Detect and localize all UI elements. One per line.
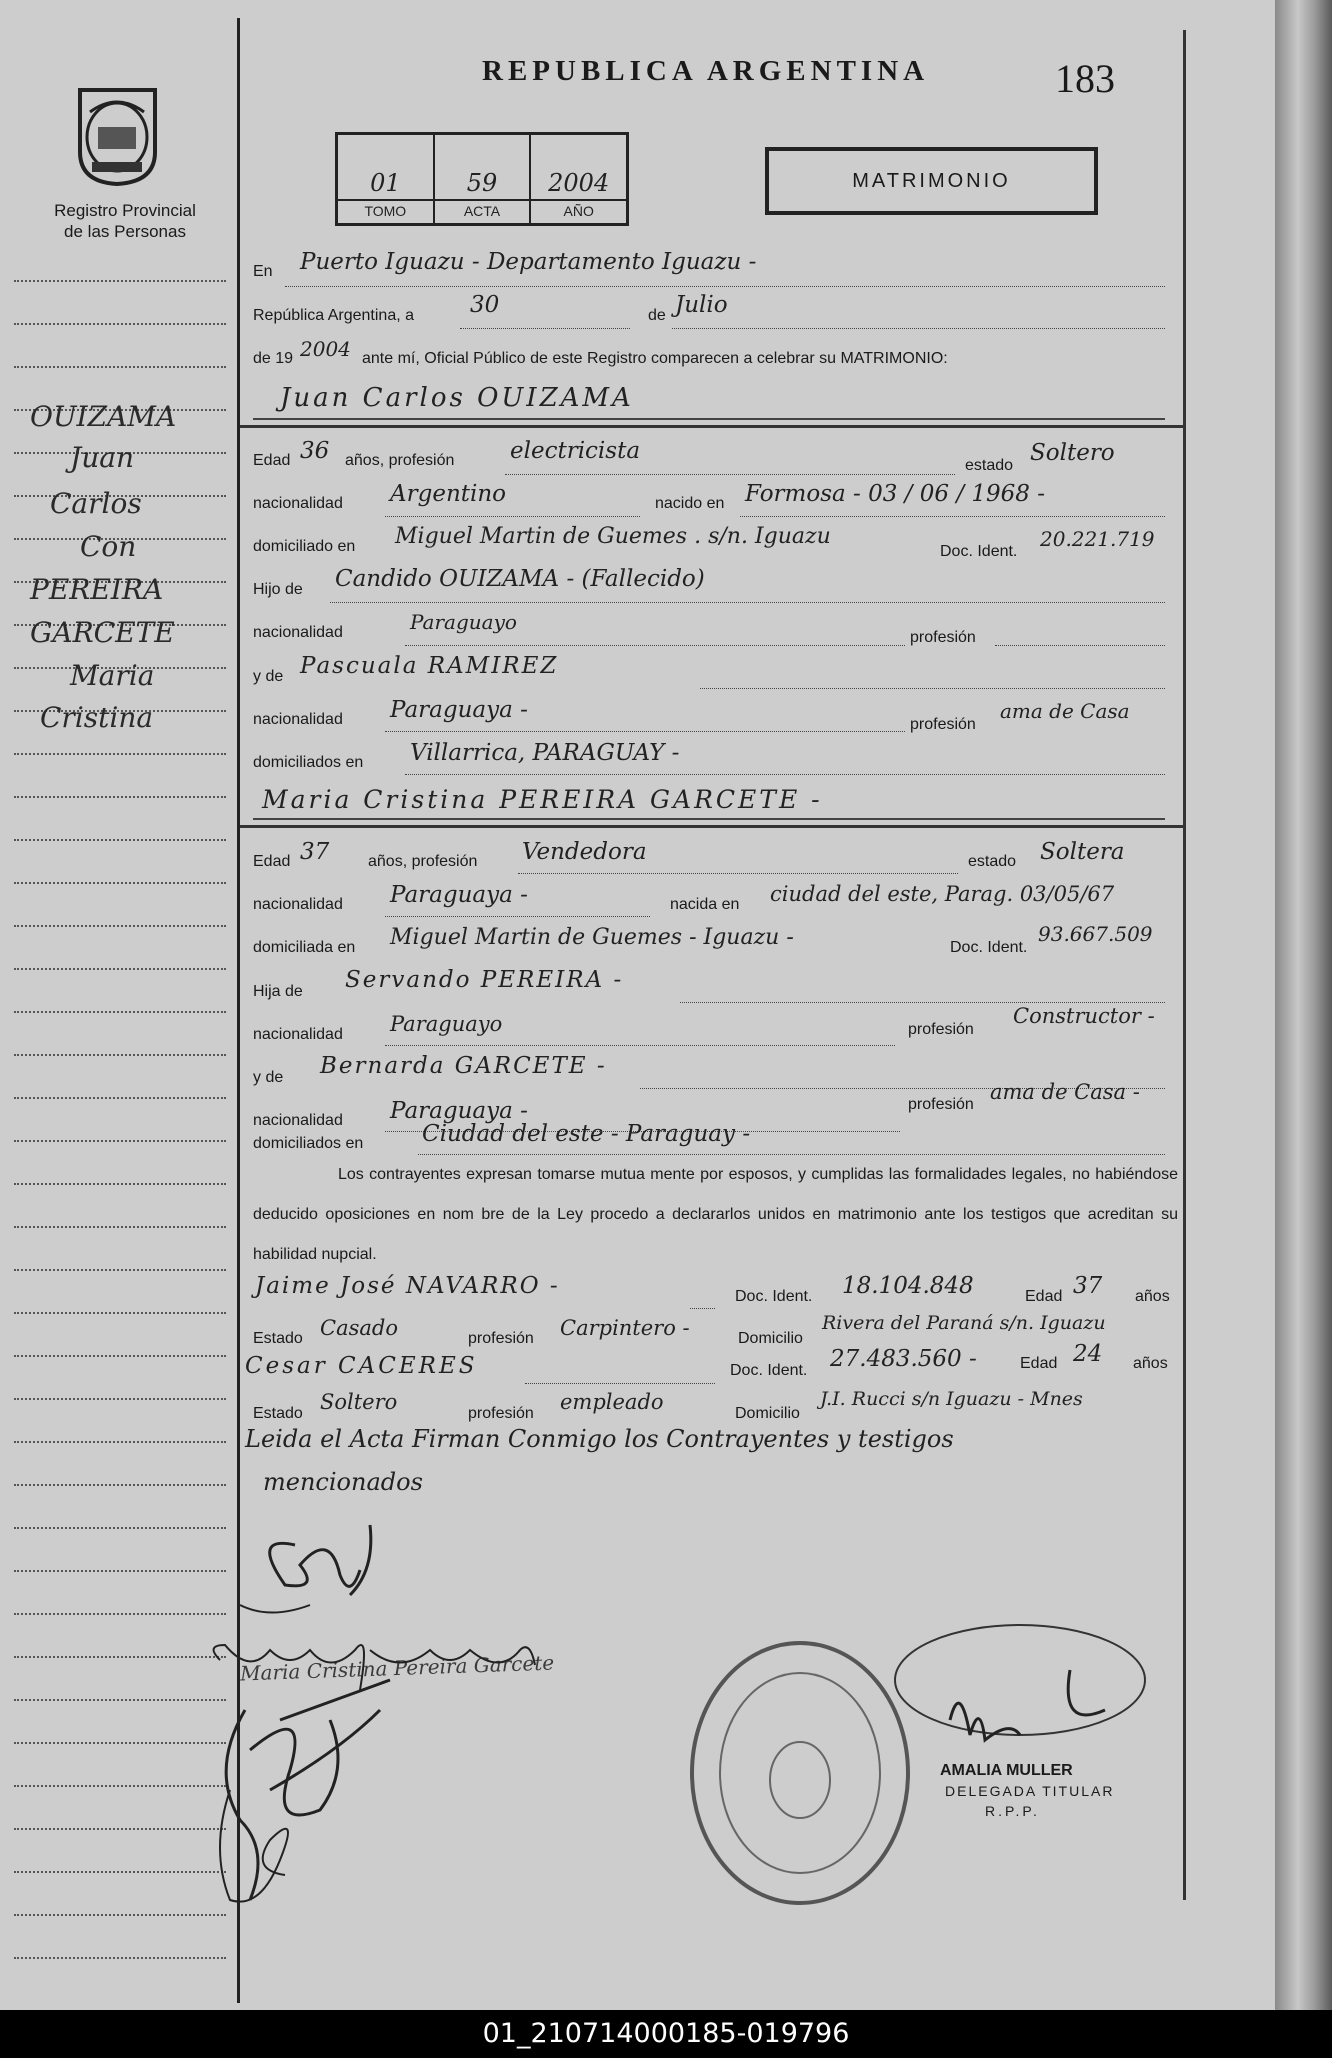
margin-name-line: Con [80, 530, 137, 563]
fill-line [385, 916, 650, 917]
groom-estado: Soltero [1030, 440, 1115, 466]
intro-text: ante mí, Oficial Público de este Registro comparecen a celebrar su MATRIMONIO: [362, 350, 948, 367]
groom-dom-label: domiciliado en [253, 538, 356, 555]
margin-rule [14, 280, 226, 282]
witness1-profesion: Carpintero - [560, 1316, 690, 1340]
bride-madre-nac-label: nacionalidad [253, 1112, 343, 1129]
groom-padre: Candido OUIZAMA - (Fallecido) [335, 566, 705, 592]
margin-name-line: PEREIRA [30, 573, 164, 606]
fill-line [405, 774, 1165, 775]
groom-padre-nac: Paraguayo [410, 610, 517, 634]
tomo-acta-ano-box [335, 132, 629, 226]
acta-cell [435, 135, 532, 223]
witness2-profesion: empleado [560, 1390, 664, 1414]
bride-domicilio: Miguel Martin de Guemes - Iguazu - [390, 925, 794, 950]
witness2-estado: Soltero [320, 1390, 398, 1414]
fill-line [525, 1383, 715, 1384]
bride-madre: Bernarda GARCETE - [320, 1053, 607, 1079]
ano-cell [531, 135, 626, 223]
scan-id-footer: 01_210714000185-019796 [0, 2010, 1332, 2058]
bride-estado-label: estado [968, 853, 1017, 870]
groom-domicilio: Miguel Martin de Guemes . s/n. Iguazu [395, 524, 831, 549]
witness2-dom-label: Domicilio [735, 1405, 800, 1422]
witness1-prof-label: profesión [468, 1330, 534, 1347]
bride-edad-label: Edad [253, 853, 291, 870]
bride-padres-dom-label: domiciliados en [253, 1135, 364, 1152]
witness2-domicilio: J.I. Rucci s/n Iguazu - Mnes [820, 1388, 1083, 1410]
tomo-label: TOMO [364, 203, 407, 219]
en-label: En [253, 263, 273, 280]
bride-padre-nac: Paraguayo [390, 1012, 503, 1036]
margin-rule [14, 1312, 226, 1314]
groom-nacionalidad: Argentino [390, 481, 507, 507]
fill-line [385, 731, 905, 732]
groom-doc: 20.221.719 [1040, 527, 1155, 551]
day-value: 30 [470, 292, 500, 318]
bride-padre-prof-label: profesión [908, 1021, 974, 1038]
margin-rule [14, 753, 226, 755]
margin-rule [14, 1097, 226, 1099]
month-de-label: de [648, 307, 666, 324]
tomo-cell [338, 135, 435, 223]
witness2-name: Cesar CACERES [245, 1353, 478, 1379]
bride-profesion-label: años, profesión [368, 853, 478, 870]
groom-padres-dom-label: domiciliados en [253, 754, 364, 771]
registry-line-1: Registro Provincial [54, 201, 196, 220]
groom-padre-prof-label: profesión [910, 629, 976, 646]
fill-line [672, 328, 1165, 329]
groom-madre: Pascuala RAMIREZ [300, 653, 559, 679]
provincial-seal-icon [70, 82, 165, 187]
bride-padre: Servando PEREIRA - [345, 967, 624, 993]
groom-edad-label: Edad [253, 452, 291, 469]
bride-madre-nac: Paraguaya - [390, 1098, 528, 1124]
bride-doc: 93.667.509 [1038, 922, 1153, 946]
bride-padre-nac-label: nacionalidad [253, 1026, 343, 1043]
margin-name-line: Maria [70, 659, 155, 692]
bride-madre-prof-label: profesión [908, 1096, 974, 1113]
bride-doc-label: Doc. Ident. [950, 939, 1028, 956]
margin-name-line: Carlos [50, 487, 142, 520]
margin-rule [14, 366, 226, 368]
groom-profesion-label: años, profesión [345, 452, 455, 469]
margin-rule [14, 882, 226, 884]
bride-signature: Maria Cristina Pereira Garcete [239, 1650, 555, 1686]
witness1-anos-label: años [1135, 1288, 1170, 1305]
groom-nacido-label: nacido en [655, 495, 725, 512]
bride-dom-label: domiciliada en [253, 939, 356, 956]
witness2-estado-label: Estado [253, 1405, 303, 1422]
witness2-anos-label: años [1133, 1355, 1168, 1372]
witness1-doc: 18.104.848 [842, 1273, 974, 1299]
margin-name-line: OUIZAMA [30, 400, 177, 433]
section-separator [240, 425, 1183, 428]
bride-name: Maria Cristina PEREIRA GARCETE - [262, 785, 823, 814]
witness2-edad-label: Edad [1020, 1355, 1058, 1372]
bride-padre-prof: Constructor - [1013, 1004, 1155, 1028]
margin-name-line: GARCETE [30, 616, 175, 649]
groom-estado-label: estado [965, 457, 1014, 474]
margin-rule [14, 1957, 226, 1959]
official-title: DELEGADA TITULAR [945, 1783, 1115, 1799]
witness1-name: Jaime José NAVARRO - [255, 1273, 560, 1299]
acta-label: ACTA [463, 203, 501, 219]
folio-number: 183 [1055, 56, 1115, 101]
bride-edad: 37 [300, 839, 330, 865]
groom-padre-nac-label: nacionalidad [253, 624, 343, 641]
witness1-doc-label: Doc. Ident. [735, 1288, 813, 1305]
registry-name [30, 200, 220, 242]
bride-padre-label: Hija de [253, 983, 303, 1000]
groom-edad: 36 [300, 438, 330, 464]
closing-line-2: mencionados [263, 1468, 423, 1496]
acta-value: 59 [435, 169, 530, 201]
fill-line [505, 474, 955, 475]
groom-madre-prof-label: profesión [910, 716, 976, 733]
fill-line [680, 1002, 1165, 1003]
tomo-value: 01 [338, 169, 433, 201]
bride-nacida-label: nacida en [670, 896, 740, 913]
groom-padres-dom: Villarrica, PARAGUAY - [410, 740, 680, 766]
official-org: R.P.P. [985, 1803, 1040, 1819]
margin-name-line: Cristina [40, 701, 154, 734]
witness1-edad-label: Edad [1025, 1288, 1063, 1305]
groom-padre-label: Hijo de [253, 581, 303, 598]
witness2-prof-label: profesión [468, 1405, 534, 1422]
closing-line-1: Leida el Acta Firman Conmigo los Contrayentes y testigos [245, 1425, 954, 1453]
margin-rule [14, 1011, 226, 1013]
country-title: REPUBLICA ARGENTINA [482, 55, 930, 87]
bride-madre-label: y de [253, 1069, 284, 1086]
declaration-text: Los contrayentes expresan tomarse mutua mente por esposos, y cumplidas las formalidades legales, no habiéndose deducido oposiciones en nom bre de la Ley procedo a declararlos unidos en matrimonio ante los testigos que acreditan su habilidad nupcial. [253, 1166, 1178, 1263]
groom-profesion: electricista [510, 438, 641, 464]
witness1-edad: 37 [1073, 1273, 1103, 1299]
fill-line [518, 873, 958, 874]
republica-label: República Argentina, a [253, 307, 414, 324]
registry-line-2: de las Personas [64, 222, 186, 241]
margin-rule [14, 1484, 226, 1486]
book-spine [1275, 0, 1332, 2010]
witness1-domicilio: Rivera del Paraná s/n. Iguazu [822, 1312, 1106, 1334]
bride-nacionalidad: Paraguaya - [390, 882, 528, 908]
fill-line [995, 645, 1165, 646]
fill-line [385, 1045, 895, 1046]
fill-line [253, 818, 1165, 820]
witness2-doc-label: Doc. Ident. [730, 1362, 808, 1379]
fill-line [740, 516, 1165, 517]
year-value: 2004 [300, 337, 351, 361]
place-value: Puerto Iguazu - Departamento Iguazu - [300, 249, 757, 275]
year-prefix-label: de 19 [253, 350, 294, 367]
bride-profesion: Vendedora [522, 839, 647, 865]
witness2-edad: 24 [1073, 1341, 1103, 1367]
margin-rule [14, 1054, 226, 1056]
bride-nacida: ciudad del este, Parag. 03/05/67 [770, 882, 1115, 906]
section-separator [240, 825, 1183, 828]
margin-rule [14, 1226, 226, 1228]
fill-line [385, 516, 640, 517]
ano-label: AÑO [563, 203, 594, 219]
fill-line [285, 286, 1165, 287]
right-border [1183, 30, 1186, 1900]
witness1-estado: Casado [320, 1316, 398, 1340]
margin-rule [14, 1269, 226, 1271]
groom-madre-prof: ama de Casa [1000, 699, 1130, 723]
witness1-estado-label: Estado [253, 1330, 303, 1347]
bride-padres-dom: Ciudad del este - Paraguay - [422, 1121, 751, 1147]
margin-rule [14, 1183, 226, 1185]
fill-line [330, 602, 1165, 603]
margin-rule [14, 968, 226, 970]
official-name: AMALIA MULLER [940, 1762, 1073, 1779]
groom-madre-nac-label: nacionalidad [253, 711, 343, 728]
groom-name: Juan Carlos OUIZAMA [280, 383, 634, 413]
margin-name-line: Juan [70, 441, 134, 474]
bride-madre-prof: ama de Casa - [990, 1080, 1140, 1104]
margin-rule [14, 925, 226, 927]
fill-line [700, 688, 1165, 689]
margin-rule [14, 839, 226, 841]
groom-madre-label: y de [253, 668, 284, 685]
margin-rule [14, 1355, 226, 1357]
margin-rule [14, 796, 226, 798]
margin-rule [14, 1140, 226, 1142]
document-type-box: MATRIMONIO [765, 147, 1098, 215]
fill-line [690, 1308, 715, 1309]
bride-estado: Soltera [1040, 839, 1125, 865]
margin-rule [14, 1441, 226, 1443]
witness2-doc: 27.483.560 - [830, 1346, 977, 1372]
margin-rule [14, 1398, 226, 1400]
groom-madre-nac: Paraguaya - [390, 697, 528, 723]
groom-nac-label: nacionalidad [253, 495, 343, 512]
groom-doc-label: Doc. Ident. [940, 543, 1018, 560]
fill-line [405, 645, 905, 646]
fill-line [253, 418, 1165, 420]
ano-value: 2004 [531, 169, 626, 201]
month-value: Julio [675, 292, 728, 318]
handwritten-signatures [190, 1510, 650, 1930]
witness1-dom-label: Domicilio [738, 1330, 803, 1347]
fill-line [460, 328, 630, 329]
groom-nacido: Formosa - 03 / 06 / 1968 - [745, 481, 1045, 507]
bride-nac-label: nacionalidad [253, 896, 343, 913]
margin-rule [14, 323, 226, 325]
